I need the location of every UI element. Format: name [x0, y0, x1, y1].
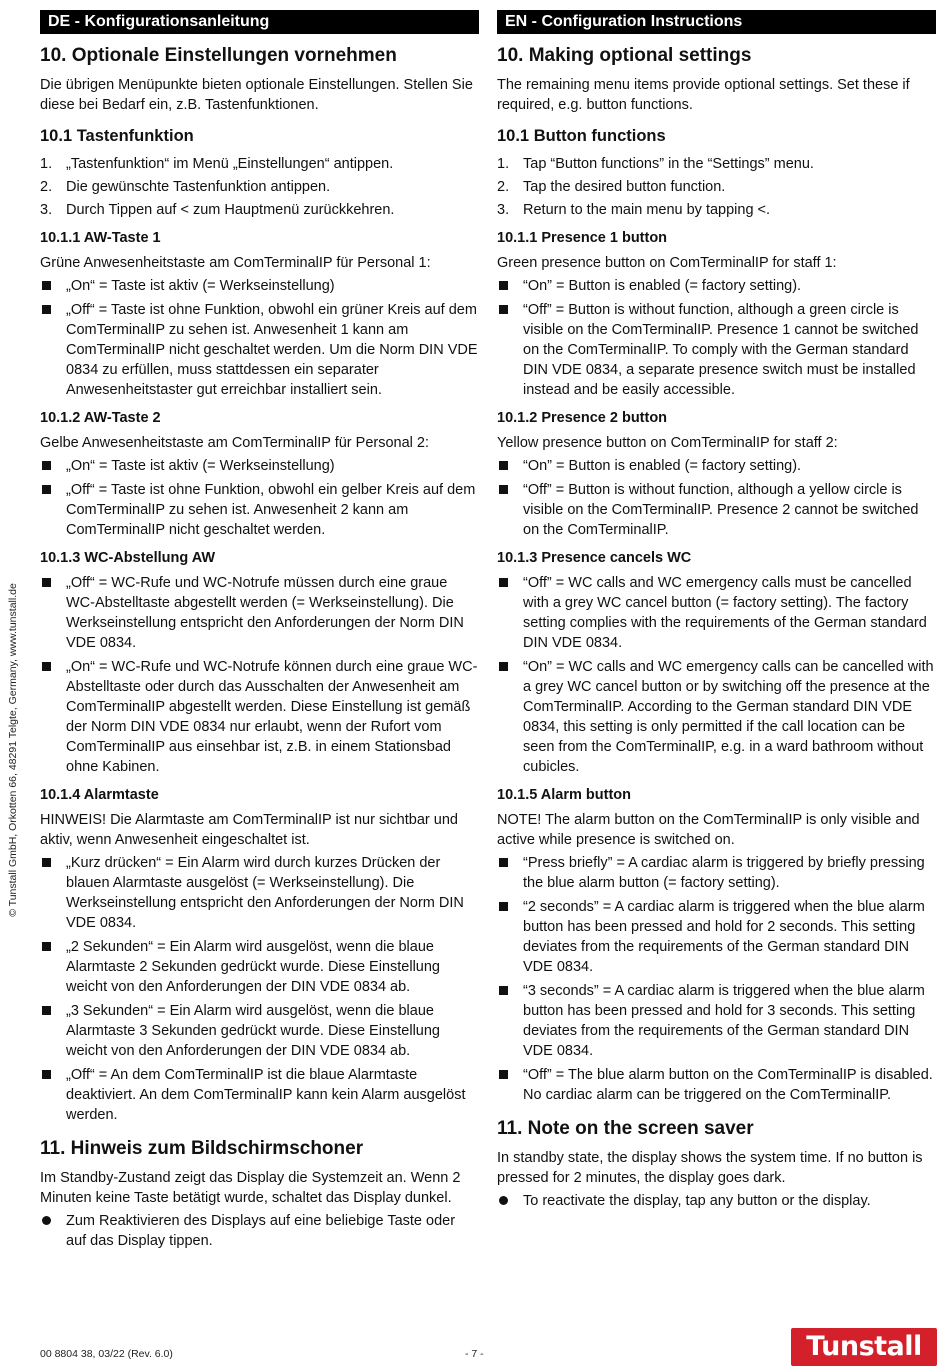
bullet-item: „Off“ = An dem ComTerminalIP ist die blaue Alarmtaste deaktiviert. An dem ComTerminalIP kann kein Alarm ausgelöst werden. — [40, 1065, 479, 1125]
square-bullet-icon — [42, 281, 51, 290]
square-bullet-icon — [499, 305, 508, 314]
bullet-item: „2 Sekunden“ = Ein Alarm wird ausgelöst, wenn die blaue Alarmtaste 2 Sekunden gedrückt wurde. Diese Einstellung weicht von den Anforderungen der DIN VDE 0834 ab. — [40, 937, 479, 997]
square-bullet-icon — [42, 461, 51, 470]
square-bullet-icon — [499, 858, 508, 867]
bullet-list — [40, 456, 479, 540]
bullet-item: “On” = Button is enabled (= factory setting). — [497, 276, 936, 296]
square-bullet-icon — [499, 281, 508, 290]
square-bullet-icon — [42, 1006, 51, 1015]
bullet-item: “Off” = Button is without function, although a yellow circle is visible on the ComTerminalIP. Presence 2 cannot be switched on the ComTerminalIP. — [497, 480, 936, 540]
square-bullet-icon — [42, 578, 51, 587]
column-de — [40, 10, 479, 1255]
square-bullet-icon — [499, 485, 508, 494]
section-11-title: 11. Hinweis zum Bildschirmschoner — [40, 1138, 364, 1159]
bullet-list — [40, 1211, 479, 1251]
square-bullet-icon — [499, 461, 508, 470]
bullet-item: Zum Reaktivieren des Displays auf eine beliebige Taste oder auf das Display tippen. — [40, 1211, 479, 1251]
bullet-list — [497, 573, 936, 777]
section-10-1-1-title: 10.1.1 Presence 1 button — [497, 230, 668, 246]
step-item: 2. Tap the desired button function. — [497, 179, 726, 195]
bullet-item: „Off“ = Taste ist ohne Funktion, obwohl ein gelber Kreis auf dem ComTerminalIP zu sehen ist. Anwesenheit 2 kann am ComTerminalIP nicht geschaltet werden. — [40, 480, 479, 540]
bullet-item: “On” = WC calls and WC emergency calls can be cancelled with a grey WC cancel button or by switching off the presence at the ComTerminalIP. According to the German standard DIN VDE 0834, this setting is only permitted if the call location can be seen from the ComTerminalIP, e.g. in a ward bathroom without cubicles. — [497, 657, 936, 777]
bullet-list — [497, 456, 936, 540]
section-10-1-2-title: 10.1.2 Presence 2 button — [497, 410, 668, 426]
bullet-item: „On“ = WC-Rufe und WC-Notrufe können durch eine graue WC-Abstelltaste oder durch das Ausschalten der Anwesenheit am ComTerminalIP abgestellt werden. Diese Einstellung ist gemäß der Norm DIN VDE 0834 nur erlaubt, wenn der Rufort vom ComTerminalIP aus einsehbar ist, z.B. in einem Stationsbad ohne Kabinen. — [40, 657, 479, 777]
bullet-item: „3 Sekunden“ = Ein Alarm wird ausgelöst, wenn die blaue Alarmtaste 3 Sekunden gedrückt wurde. Diese Einstellung weicht von den Anforderungen der DIN VDE 0834 ab. — [40, 1001, 479, 1061]
section-10-1-2-title: 10.1.2 AW-Taste 2 — [40, 410, 161, 426]
column-en — [497, 10, 936, 1215]
section-11-text: Im Standby-Zustand zeigt das Display die Systemzeit an. Wenn 2 Minuten keine Taste betätigt wurde, schaltet das Display dunkel. — [40, 1170, 461, 1206]
section-10-1-1-text: Green presence button on ComTerminalIP for staff 1: — [497, 255, 837, 271]
column-header-en: EN - Configuration Instructions — [497, 10, 936, 34]
bullet-list — [497, 276, 936, 400]
bullet-item: „On“ = Taste ist aktiv (= Werkseinstellung) — [40, 456, 479, 476]
steps-list — [497, 154, 936, 220]
section-10-text: Die übrigen Menüpunkte bieten optionale Einstellungen. Stellen Sie diese bei Bedarf ein, z.B. Tastenfunktionen. — [40, 77, 473, 113]
section-11-text: In standby state, the display shows the system time. If no button is pressed for 2 minutes, the display goes dark. — [497, 1150, 923, 1186]
section-10-text: The remaining menu items provide optional settings. Set these if required, e.g. button functions. — [497, 77, 910, 113]
section-10-1-title: 10.1 Button functions — [497, 127, 666, 145]
section-10-1-1-title: 10.1.1 AW-Taste 1 — [40, 230, 161, 246]
section-11-title: 11. Note on the screen saver — [497, 1118, 754, 1139]
section-10-1-3-title: 10.1.3 Presence cancels WC — [497, 550, 692, 566]
square-bullet-icon — [499, 662, 508, 671]
square-bullet-icon — [42, 1070, 51, 1079]
bullet-item: “Press briefly” = A cardiac alarm is triggered by briefly pressing the blue alarm button (= factory setting). — [497, 853, 936, 893]
document-code: 00 8804 38, 03/22 (Rev. 6.0) — [40, 1348, 173, 1360]
step-item: 1. Tap “Button functions” in the “Settings” menu. — [497, 156, 814, 172]
square-bullet-icon — [499, 578, 508, 587]
section-10-1-2-text: Yellow presence button on ComTerminalIP for staff 2: — [497, 435, 838, 451]
step-item: 3. Durch Tippen auf < zum Hauptmenü zurückkehren. — [40, 202, 395, 218]
side-note-copyright — [3, 500, 23, 1000]
square-bullet-icon — [42, 858, 51, 867]
bullet-item: “Off” = WC calls and WC emergency calls must be cancelled with a grey WC cancel button (= factory setting). The factory setting complies with the requirements of the German standard DIN VDE 0834. — [497, 573, 936, 653]
square-bullet-icon — [499, 902, 508, 911]
square-bullet-icon — [42, 485, 51, 494]
section-10-1-title: 10.1 Tastenfunktion — [40, 127, 194, 145]
step-item: 1. „Tastenfunktion“ im Menü „Einstellungen“ antippen. — [40, 156, 394, 172]
section-10-1-4-title: 10.1.4 Alarmtaste — [40, 787, 159, 803]
square-bullet-icon — [42, 662, 51, 671]
square-bullet-icon — [42, 305, 51, 314]
section-10-1-3-title: 10.1.3 WC-Abstellung AW — [40, 550, 216, 566]
section-10-1-5-title: 10.1.5 Alarm button — [497, 787, 632, 803]
step-item: 3. Return to the main menu by tapping <. — [497, 202, 771, 218]
page-number: - 7 - — [465, 1348, 484, 1360]
section-10-title: 10. Optionale Einstellungen vornehmen — [40, 45, 397, 66]
bullet-item: “3 seconds” = A cardiac alarm is triggered when the blue alarm button has been pressed and hold for 3 seconds. This setting deviates from the requirements of the German standard DIN VDE 0834. — [497, 981, 936, 1061]
section-10-1-1-text: Grüne Anwesenheitstaste am ComTerminalIP für Personal 1: — [40, 255, 431, 271]
section-10-1-4-text: HINWEIS! Die Alarmtaste am ComTerminalIP ist nur sichtbar und aktiv, wenn Anwesenheit eingeschaltet ist. — [40, 812, 458, 848]
square-bullet-icon — [499, 986, 508, 995]
section-10-1-2-text: Gelbe Anwesenheitstaste am ComTerminalIP für Personal 2: — [40, 435, 430, 451]
bullet-item: „Kurz drücken“ = Ein Alarm wird durch kurzes Drücken der blauen Alarmtaste ausgelöst (= Werkseinstellung). Die Werkseinstellung entspricht den Anforderungen der Norm DIN VDE 0834. — [40, 853, 479, 933]
square-bullet-icon — [499, 1070, 508, 1079]
step-item: 2. Die gewünschte Tastenfunktion antippen. — [40, 179, 331, 195]
bullet-item: “Off” = The blue alarm button on the ComTerminalIP is disabled. No cardiac alarm can be triggered on the ComTerminalIP. — [497, 1065, 936, 1105]
bullet-list — [40, 573, 479, 777]
section-10-1-5-text: NOTE! The alarm button on the ComTerminalIP is only visible and active while presence is switched on. — [497, 812, 920, 848]
bullet-item: „Off“ = Taste ist ohne Funktion, obwohl ein grüner Kreis auf dem ComTerminalIP zu sehen ist. Anwesenheit 1 kann am ComTerminalIP nicht geschaltet werden. Um die Norm DIN VDE 0834 zu erfüllen, muss stattdessen ein separater Anwesenheitstaster gut erreichbar installiert sein. — [40, 300, 479, 400]
bullet-item: „Off“ = WC-Rufe und WC-Notrufe müssen durch eine graue WC-Abstelltaste abgestellt werden (= Werkseinstellung). Die Werkseinstellung entspricht den Anforderungen der Norm DIN VDE 0834. — [40, 573, 479, 653]
bullet-item: „On“ = Taste ist aktiv (= Werkseinstellung) — [40, 276, 479, 296]
bullet-item: “On” = Button is enabled (= factory setting). — [497, 456, 936, 476]
bullet-item: “2 seconds” = A cardiac alarm is triggered when the blue alarm button has been pressed and hold for 2 seconds. This setting deviates from the requirements of the German standard DIN VDE 0834. — [497, 897, 936, 977]
bullet-list — [497, 1191, 936, 1211]
bullet-list — [497, 853, 936, 1105]
bullet-list — [40, 276, 479, 400]
square-bullet-icon — [42, 942, 51, 951]
steps-list — [40, 154, 479, 220]
bullet-item: To reactivate the display, tap any button or the display. — [497, 1191, 936, 1211]
side-note-text: © Tunstall GmbH, Orkotten 66, 48291 Telgte, Germany, www.tunstall.de — [7, 583, 19, 917]
round-bullet-icon — [42, 1216, 51, 1225]
bullet-item: “Off” = Button is without function, although a green circle is visible on the ComTerminalIP. Presence 1 cannot be switched on the ComTerminalIP. To comply with the German standard DIN VDE 0834, a separate presence switch must be installed instead and be easily accessible. — [497, 300, 936, 400]
tunstall-logo: Tunstall — [791, 1328, 937, 1366]
column-header-de: DE - Konfigurationsanleitung — [40, 10, 479, 34]
bullet-list — [40, 853, 479, 1125]
section-10-title: 10. Making optional settings — [497, 45, 752, 66]
round-bullet-icon — [499, 1196, 508, 1205]
